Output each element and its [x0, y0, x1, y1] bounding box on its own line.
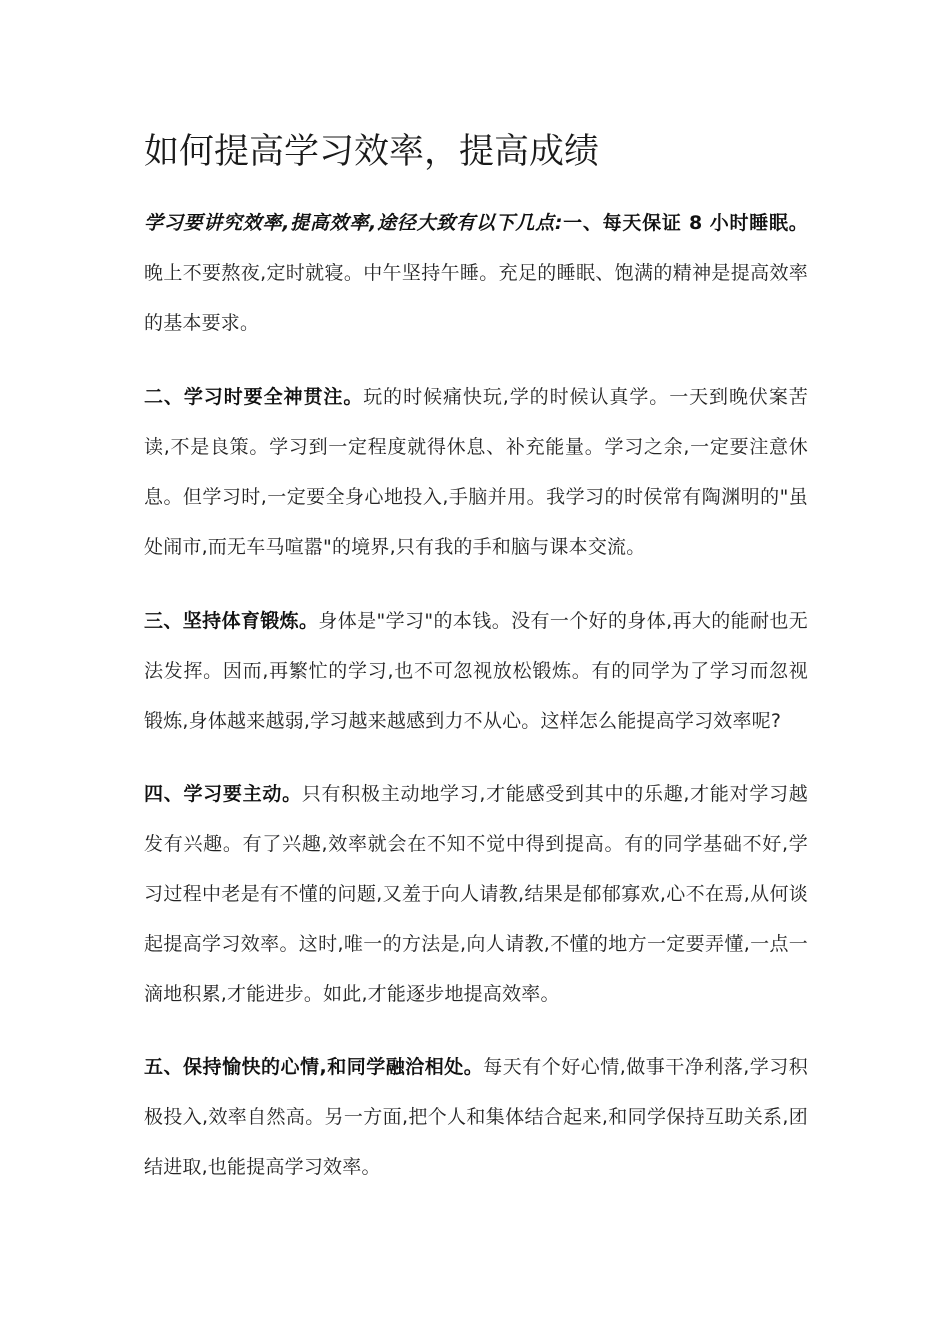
section-heading: 三、坚持体育锻炼。 [144, 610, 319, 632]
section-body: 玩的时候痛快玩,学的时候认真学。一天到晚伏案苦读,不是良策。学习到一定程度就得休息、补充能量。学习之余,一定要注意休息。但学习时,一定要全身心地投入,手脑并用。我学习的时侯常有陶渊明的"虽处闹市,而无车马喧嚣"的境界,只有我的手和脑与课本交流。 [144, 386, 808, 558]
section-body: 身体是"学习"的本钱。没有一个好的身体,再大的能耐也无法发挥。因而,再繁忙的学习,也不可忽视放松锻炼。有的同学为了学习而忽视锻炼,身体越来越弱,学习越来越感到力不从心。这样怎么能提高学习效率呢? [144, 610, 808, 732]
section-heading: 二、学习时要全神贯注。 [144, 386, 364, 408]
intro-body: 晚上不要熬夜,定时就寝。中午坚持午睡。充足的睡眠、饱满的精神是提高效率的基本要求。 [144, 262, 808, 334]
section-body: 每天有个好心情,做事干净利落,学习积极投入,效率自然高。另一方面,把个人和集体结合起来,和同学保持互助关系,团结进取,也能提高学习效率。 [144, 1056, 808, 1178]
intro-lead-heading: 一、每天保证 8 小时睡眠。 [562, 212, 808, 234]
intro-lead-italic: 学习要讲究效率,提高效率,途径大致有以下几点: [144, 212, 563, 234]
section-body: 只有积极主动地学习,才能感受到其中的乐趣,才能对学习越发有兴趣。有了兴趣,效率就会在不知不觉中得到提高。有的同学基础不好,学习过程中老是有不懂的问题,又羞于向人请教,结果是郁郁寡欢,心不在焉,从何谈起提高学习效率。这时,唯一的方法是,向人请教,不懂的地方一定要弄懂,一点一滴地积累,才能进步。如此,才能逐步地提高效率。 [144, 783, 809, 1005]
paragraph-section-5 [144, 1042, 808, 1192]
section-heading: 五、保持愉快的心情,和同学融洽相处。 [144, 1056, 484, 1078]
section-heading: 四、学习要主动。 [144, 783, 302, 805]
paragraph-intro [144, 198, 808, 348]
document-title: 如何提高学习效率，提高成绩 [144, 132, 600, 172]
paragraph-section-4 [144, 769, 808, 1019]
paragraph-section-3 [144, 596, 808, 746]
paragraph-section-2 [144, 372, 808, 572]
